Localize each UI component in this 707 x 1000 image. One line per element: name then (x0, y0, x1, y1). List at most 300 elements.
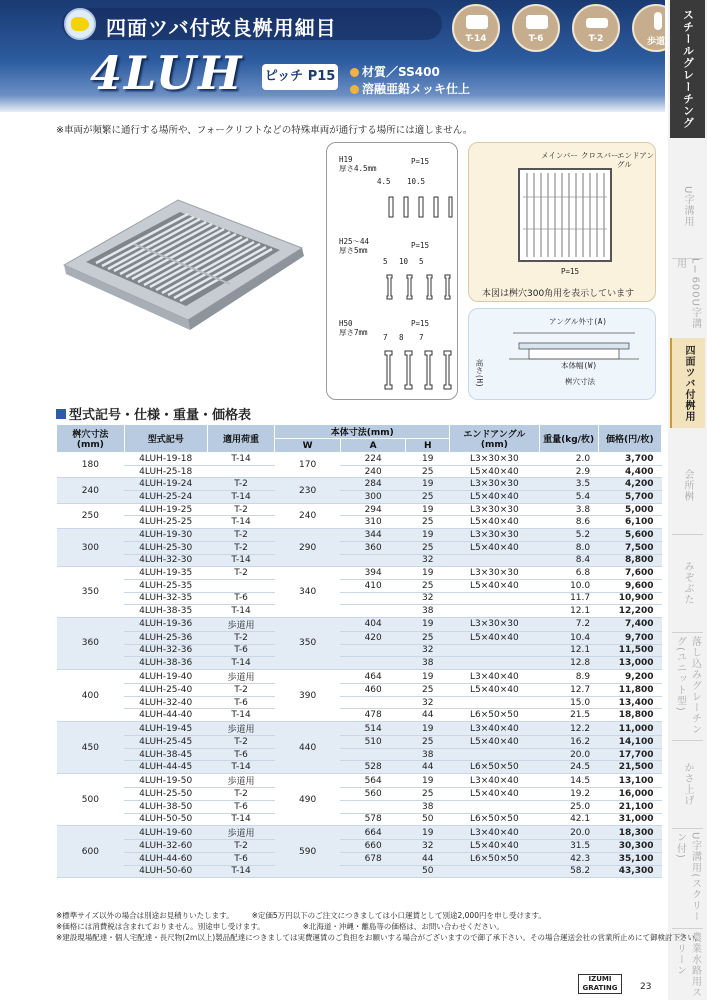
cell-weight: 12.7 (539, 684, 598, 697)
cell-weight: 58.2 (539, 865, 598, 878)
brand-mascot-icon (64, 8, 96, 40)
cell-load: T-6 (207, 748, 275, 761)
h25-pitch: P=15 (411, 241, 430, 250)
tab-drop-in-grating[interactable]: 落し込みグレーチング(ユニット型) (674, 636, 701, 735)
footnotes (56, 910, 703, 943)
cell-load: T-2 (207, 684, 275, 697)
plan-pitch: P=15 (561, 267, 580, 276)
cell-a: 464 (340, 670, 406, 684)
cell-hole: 450 (57, 722, 125, 774)
cell-code: 4LUH-32-35 (124, 592, 207, 605)
cell-a: 578 (340, 813, 406, 826)
cell-code: 4LUH-38-50 (124, 800, 207, 813)
cell-weight: 19.2 (539, 788, 598, 801)
section-view-drawing (468, 308, 656, 400)
cell-load: 歩道用 (207, 670, 275, 684)
cell-hole: 350 (57, 567, 125, 618)
table-row (57, 567, 662, 580)
cell-code: 4LUH-19-50 (124, 774, 207, 788)
table-section-title: 型式記号・仕様・重量・価格表 (56, 404, 251, 423)
cell-code: 4LUH-19-60 (124, 826, 207, 840)
cell-price: 4,200 (598, 478, 661, 491)
cell-a: 224 (340, 453, 406, 466)
cell-code: 4LUH-32-36 (124, 644, 207, 657)
model-code: 4LUH (90, 46, 244, 100)
cell-hole: 300 (57, 529, 125, 567)
label-end-angle: エンドアングル (617, 151, 654, 169)
col-a: A (340, 439, 406, 453)
cell-h: 25 (406, 579, 450, 592)
cell-angle: L3×30×30 (450, 617, 540, 631)
cell-a: 678 (340, 852, 406, 865)
cell-h: 44 (406, 709, 450, 722)
cell-h: 25 (406, 465, 450, 478)
h25-dim-a: 5 (383, 257, 388, 266)
table-row (57, 774, 662, 788)
cell-angle: L3×40×40 (450, 774, 540, 788)
tab-gutter-cover[interactable]: みぞぶた (682, 561, 693, 605)
cell-load: T-14 (207, 865, 275, 878)
cell-a: 420 (340, 631, 406, 644)
cell-price: 11,800 (598, 684, 661, 697)
cell-weight: 7.2 (539, 617, 598, 631)
cell-load: T-2 (207, 788, 275, 801)
cell-a: 310 (340, 516, 406, 529)
cell-h: 25 (406, 788, 450, 801)
cell-price: 18,300 (598, 826, 661, 840)
bullet-icon (350, 68, 359, 77)
tab-l600-u-gutter[interactable]: LⅠ600U字溝用 (674, 258, 701, 329)
cell-h: 44 (406, 761, 450, 774)
cell-load: T-6 (207, 800, 275, 813)
cell-weight: 3.8 (539, 503, 598, 516)
tab-raising[interactable]: かさ上げ (682, 762, 693, 806)
cell-w: 170 (275, 453, 341, 478)
cell-weight: 2.9 (539, 465, 598, 478)
cell-angle: L5×40×40 (450, 516, 540, 529)
cell-code: 4LUH-19-36 (124, 617, 207, 631)
cell-price: 14,100 (598, 736, 661, 749)
cell-h: 25 (406, 491, 450, 504)
cell-h: 50 (406, 865, 450, 878)
cell-price: 6,100 (598, 516, 661, 529)
label-cross-bar: クロスバー (581, 151, 619, 160)
tab-catch-basin[interactable]: 会所桝 (682, 468, 693, 502)
cell-weight: 10.0 (539, 579, 598, 592)
cell-angle: L6×50×50 (450, 852, 540, 865)
cell-w: 230 (275, 478, 341, 503)
table-row (57, 631, 662, 644)
cell-price: 5,700 (598, 491, 661, 504)
table-row (57, 696, 662, 709)
col-load: 適用荷重 (207, 425, 275, 453)
cell-h: 19 (406, 617, 450, 631)
cell-weight: 42.3 (539, 852, 598, 865)
table-row (57, 709, 662, 722)
cell-hole: 250 (57, 503, 125, 528)
cell-weight: 24.5 (539, 761, 598, 774)
bullet-icon (350, 85, 359, 94)
cell-angle: L5×40×40 (450, 736, 540, 749)
pedestrian-icon: 歩道 (632, 4, 665, 52)
cell-h: 25 (406, 541, 450, 554)
h50-dim-a: 7 (383, 333, 388, 342)
cell-load (207, 465, 275, 478)
cell-price: 17,700 (598, 748, 661, 761)
table-row (57, 491, 662, 504)
h19-dim-a: 4.5 (377, 177, 391, 186)
page-number: 23 (640, 982, 652, 992)
category-rail (668, 0, 707, 1000)
cell-hole: 400 (57, 670, 125, 722)
label-hole-size: 桝穴寸法 (565, 377, 595, 386)
h50-pitch: P=15 (411, 319, 430, 328)
cell-angle (450, 800, 540, 813)
cell-h: 32 (406, 696, 450, 709)
table-row (57, 826, 662, 840)
cell-angle (450, 696, 540, 709)
cell-code: 4LUH-32-30 (124, 554, 207, 567)
cell-weight: 8.0 (539, 541, 598, 554)
cell-weight: 8.9 (539, 670, 598, 684)
cell-hole: 240 (57, 478, 125, 503)
cell-code: 4LUH-19-30 (124, 529, 207, 542)
cell-angle: L6×50×50 (450, 813, 540, 826)
cell-load: T-14 (207, 453, 275, 466)
cell-weight: 12.8 (539, 657, 598, 670)
cell-weight: 25.0 (539, 800, 598, 813)
cell-load: T-14 (207, 554, 275, 567)
cell-a: 240 (340, 465, 406, 478)
cell-load: T-6 (207, 592, 275, 605)
cell-code: 4LUH-25-24 (124, 491, 207, 504)
cell-code: 4LUH-50-50 (124, 813, 207, 826)
cell-a: 284 (340, 478, 406, 491)
cell-hole: 360 (57, 617, 125, 669)
cell-load: T-6 (207, 696, 275, 709)
cell-a (340, 748, 406, 761)
cell-w: 240 (275, 503, 341, 528)
cell-load: T-14 (207, 605, 275, 618)
load-class-icons (452, 4, 665, 52)
col-w: W (275, 439, 341, 453)
h50-thickness: 厚さ7mm (339, 328, 368, 337)
cell-load: 歩道用 (207, 774, 275, 788)
cell-code: 4LUH-32-60 (124, 840, 207, 853)
cell-code: 4LUH-50-60 (124, 865, 207, 878)
spec-material: 材質／SS400 (350, 63, 440, 80)
cell-a (340, 865, 406, 878)
table-row (57, 465, 662, 478)
cell-h: 25 (406, 516, 450, 529)
cell-price: 18,800 (598, 709, 661, 722)
cell-weight: 5.4 (539, 491, 598, 504)
cell-weight: 12.1 (539, 644, 598, 657)
cell-weight: 42.1 (539, 813, 598, 826)
table-row (57, 748, 662, 761)
table-row (57, 453, 662, 466)
cell-weight: 5.2 (539, 529, 598, 542)
cell-h: 25 (406, 684, 450, 697)
cell-price: 35,100 (598, 852, 661, 865)
cell-price: 21,100 (598, 800, 661, 813)
spec-table (56, 424, 662, 878)
cell-price: 11,000 (598, 722, 661, 736)
cell-angle: L5×40×40 (450, 541, 540, 554)
cell-code: 4LUH-25-50 (124, 788, 207, 801)
cell-hole: 180 (57, 453, 125, 478)
cell-h: 19 (406, 826, 450, 840)
table-row (57, 800, 662, 813)
cell-hole: 600 (57, 826, 125, 878)
cell-code: 4LUH-38-45 (124, 748, 207, 761)
cell-load: T-2 (207, 736, 275, 749)
cell-price: 30,300 (598, 840, 661, 853)
cell-a (340, 644, 406, 657)
cell-code: 4LUH-38-35 (124, 605, 207, 618)
cell-a: 478 (340, 709, 406, 722)
tab-four-flange-basin[interactable]: 四面ツバ付桝用 (670, 338, 705, 428)
cell-angle: L3×40×40 (450, 826, 540, 840)
cell-code: 4LUH-25-45 (124, 736, 207, 749)
col-weight: 重量(kg/枚) (539, 425, 598, 453)
table-row (57, 670, 662, 684)
table-row (57, 516, 662, 529)
cell-price: 10,900 (598, 592, 661, 605)
cell-load: 歩道用 (207, 722, 275, 736)
h19-thickness: 厚さ4.5mm (339, 164, 377, 173)
cell-weight: 8.6 (539, 516, 598, 529)
cell-weight: 20.0 (539, 748, 598, 761)
cell-weight: 16.2 (539, 736, 598, 749)
cell-code: 4LUH-19-24 (124, 478, 207, 491)
cell-load: T-14 (207, 761, 275, 774)
usage-notice: ※車両が頻繁に通行する場所や、フォークリフトなどの特殊車両が通行する場所には適しません。 (56, 125, 473, 136)
cell-load: T-2 (207, 541, 275, 554)
cell-price: 7,500 (598, 541, 661, 554)
tab-steel-grating[interactable]: スチールグレーチング (670, 0, 705, 138)
table-row (57, 865, 662, 878)
cell-angle: L6×50×50 (450, 761, 540, 774)
col-code: 型式記号 (124, 425, 207, 453)
cell-a: 410 (340, 579, 406, 592)
cell-weight: 12.1 (539, 605, 598, 618)
cell-angle (450, 657, 540, 670)
table-row (57, 840, 662, 853)
h25-title: H25～44 (339, 237, 370, 246)
footnote: ※北海道・沖縄・離島等の価格は、お問い合わせください。 (302, 922, 504, 931)
cell-code: 4LUH-25-36 (124, 631, 207, 644)
cell-angle: L3×30×30 (450, 529, 540, 542)
cell-code: 4LUH-44-40 (124, 709, 207, 722)
h50-dim-c: 7 (419, 333, 424, 342)
cell-w: 490 (275, 774, 341, 826)
cell-weight: 2.0 (539, 453, 598, 466)
cell-h: 19 (406, 453, 450, 466)
footnote: ※建設現場配達・個人宅配達・長尺物(2m以上)製品配達につきましては実費運賃のご負担をお願いする場合がございますので御了承下さい。その場合運送会社の営業所止めにて御検討下さい。 (56, 933, 703, 942)
cell-a: 528 (340, 761, 406, 774)
cell-code: 4LUH-44-60 (124, 852, 207, 865)
cell-h: 19 (406, 567, 450, 580)
cell-load: T-2 (207, 567, 275, 580)
cell-h: 32 (406, 554, 450, 567)
tab-u-gutter[interactable]: U字溝用 (682, 186, 693, 228)
cell-price: 13,000 (598, 657, 661, 670)
cell-code: 4LUH-44-45 (124, 761, 207, 774)
cell-code: 4LUH-25-40 (124, 684, 207, 697)
col-h: H (406, 439, 450, 453)
cell-a (340, 554, 406, 567)
spec-finish: 溶融亜鉛メッキ仕上 (350, 80, 470, 97)
h25-bars-figure (385, 271, 453, 303)
table-row (57, 541, 662, 554)
h25-thickness: 厚さ5mm (339, 246, 368, 255)
cell-weight: 31.5 (539, 840, 598, 853)
cell-angle (450, 592, 540, 605)
cell-angle: L3×30×30 (450, 478, 540, 491)
product-title: 四面ツバ付改良桝用細目 (106, 16, 337, 40)
cell-h: 38 (406, 605, 450, 618)
tab-u-gutter-screen[interactable]: U字溝用(スクリーン付) (674, 832, 701, 923)
cell-a: 514 (340, 722, 406, 736)
cell-price: 5,600 (598, 529, 661, 542)
cell-a: 664 (340, 826, 406, 840)
table-row (57, 761, 662, 774)
cell-angle: L3×40×40 (450, 722, 540, 736)
cell-price: 11,500 (598, 644, 661, 657)
cell-weight: 14.5 (539, 774, 598, 788)
h19-dim-b: 10.5 (407, 177, 426, 186)
table-row (57, 617, 662, 631)
cell-angle: L5×40×40 (450, 579, 540, 592)
cell-h: 19 (406, 478, 450, 491)
cell-a: 404 (340, 617, 406, 631)
table-row (57, 579, 662, 592)
cell-price: 13,400 (598, 696, 661, 709)
cell-load: T-2 (207, 478, 275, 491)
cell-weight: 15.0 (539, 696, 598, 709)
cell-load: T-2 (207, 631, 275, 644)
cell-code: 4LUH-32-40 (124, 696, 207, 709)
cell-angle: L5×40×40 (450, 684, 540, 697)
cell-a (340, 696, 406, 709)
cell-weight: 8.4 (539, 554, 598, 567)
plan-view-drawing (468, 142, 656, 302)
cell-angle (450, 605, 540, 618)
table-row (57, 605, 662, 618)
cell-price: 8,800 (598, 554, 661, 567)
cell-angle (450, 748, 540, 761)
cell-load: T-6 (207, 644, 275, 657)
cell-load: T-6 (207, 852, 275, 865)
cell-a: 660 (340, 840, 406, 853)
cell-load: 歩道用 (207, 826, 275, 840)
cell-weight: 11.7 (539, 592, 598, 605)
h50-dim-b: 8 (399, 333, 404, 342)
table-row (57, 592, 662, 605)
cell-a (340, 657, 406, 670)
cell-a: 564 (340, 774, 406, 788)
label-height: 高さ(H) (475, 359, 484, 388)
cell-code: 4LUH-19-35 (124, 567, 207, 580)
cell-w: 340 (275, 567, 341, 618)
cell-angle: L5×40×40 (450, 840, 540, 853)
cell-price: 7,600 (598, 567, 661, 580)
cell-a: 510 (340, 736, 406, 749)
cell-code: 4LUH-38-36 (124, 657, 207, 670)
cell-load (207, 579, 275, 592)
cell-angle: L3×30×30 (450, 503, 540, 516)
cell-a: 344 (340, 529, 406, 542)
square-bullet-icon (56, 409, 66, 419)
cell-angle: L5×40×40 (450, 788, 540, 801)
cell-h: 25 (406, 631, 450, 644)
cell-price: 5,000 (598, 503, 661, 516)
brand-logo: IZUMI GRATING (578, 974, 622, 994)
cell-hole: 500 (57, 774, 125, 826)
cell-h: 19 (406, 670, 450, 684)
tab-agri-screen[interactable]: 農業水路用スクリーン (674, 932, 701, 998)
cell-h: 32 (406, 592, 450, 605)
cell-a (340, 800, 406, 813)
cell-angle: L3×30×30 (450, 567, 540, 580)
truck-icon: T-6 (512, 4, 560, 52)
cell-angle: L5×40×40 (450, 465, 540, 478)
col-price: 価格(円/枚) (598, 425, 661, 453)
spec-table-body (57, 453, 662, 878)
cell-a (340, 592, 406, 605)
cell-load: T-14 (207, 813, 275, 826)
col-hole: 桝穴寸法 (mm) (57, 425, 125, 453)
h19-bars-figure (387, 189, 453, 219)
table-row (57, 852, 662, 865)
cell-code: 4LUH-19-18 (124, 453, 207, 466)
cell-h: 38 (406, 657, 450, 670)
cell-price: 12,200 (598, 605, 661, 618)
cell-weight: 20.0 (539, 826, 598, 840)
cell-weight: 6.8 (539, 567, 598, 580)
cell-a (340, 605, 406, 618)
cell-price: 21,500 (598, 761, 661, 774)
cell-h: 32 (406, 840, 450, 853)
cell-angle: L3×30×30 (450, 453, 540, 466)
table-row (57, 788, 662, 801)
cell-price: 43,300 (598, 865, 661, 878)
cell-w: 290 (275, 529, 341, 567)
cell-w: 440 (275, 722, 341, 774)
cell-weight: 12.2 (539, 722, 598, 736)
cell-h: 38 (406, 800, 450, 813)
h19-title: H19 (339, 155, 353, 164)
cell-w: 390 (275, 670, 341, 722)
cell-price: 9,600 (598, 579, 661, 592)
h25-dim-b: 10 (399, 257, 409, 266)
cell-code: 4LUH-19-45 (124, 722, 207, 736)
cell-price: 3,700 (598, 453, 661, 466)
cell-load: T-14 (207, 709, 275, 722)
table-row (57, 529, 662, 542)
cell-price: 4,400 (598, 465, 661, 478)
cell-a: 294 (340, 503, 406, 516)
cell-weight: 10.4 (539, 631, 598, 644)
cell-code: 4LUH-25-35 (124, 579, 207, 592)
cell-w: 590 (275, 826, 341, 878)
cell-h: 19 (406, 774, 450, 788)
cell-load: T-14 (207, 491, 275, 504)
cell-load: T-2 (207, 840, 275, 853)
cell-w: 350 (275, 617, 341, 669)
h25-dim-c: 5 (419, 257, 424, 266)
